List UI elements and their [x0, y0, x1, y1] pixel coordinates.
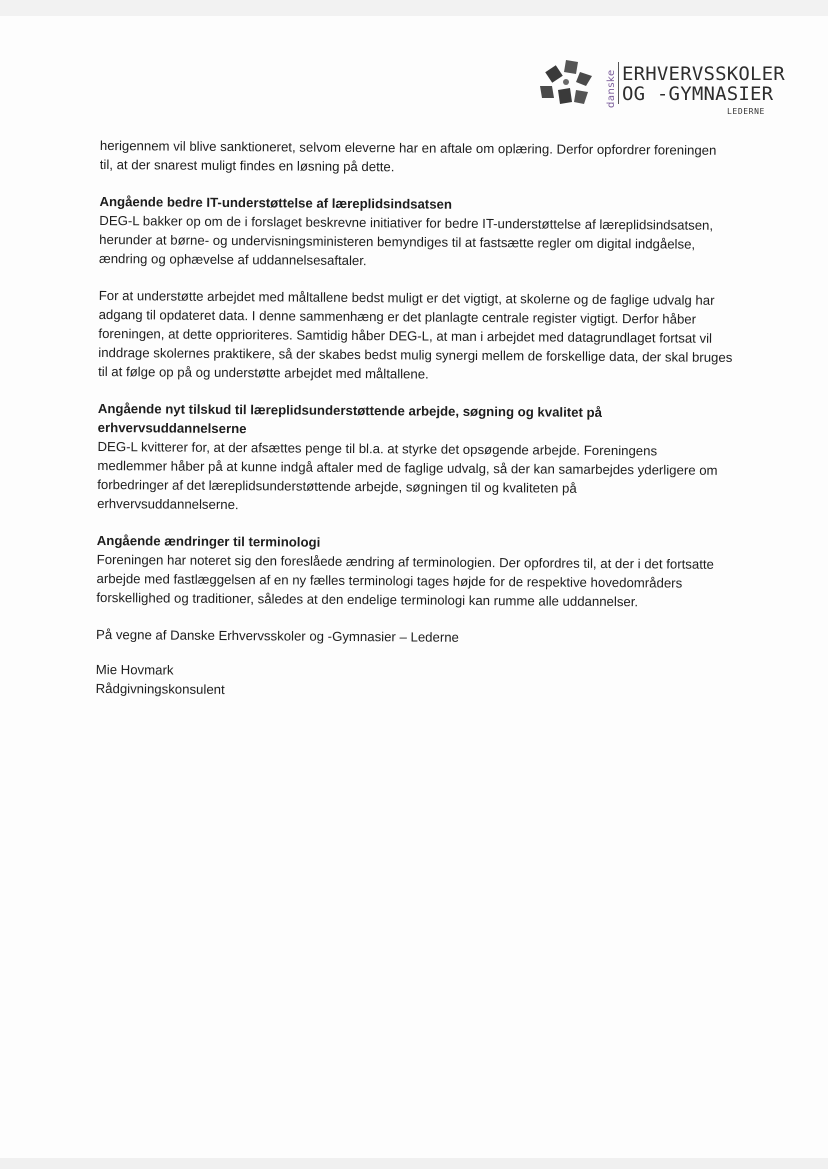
text-line: Foreningen har noteret sig den foreslåede ændring af terminologien. Der opfordres til, at der i det fortsatte [96, 551, 714, 572]
organization-logo [536, 56, 785, 120]
text-line: ændring og ophævelse af uddannelsesaftaler. [98, 250, 367, 269]
logo-subline: LEDERNE [727, 107, 765, 116]
logo-line-1: ERHVERVSSKOLER [622, 63, 785, 85]
signature-block [96, 660, 746, 703]
section-it-support [99, 192, 750, 273]
logo-line-2: OG -GYMNASIER [622, 83, 774, 105]
section-terminology [96, 531, 747, 612]
intro-paragraph [100, 136, 750, 179]
section-heading: Angående nyt tilskud til læreplidsunderstøttende arbejde, søgning og kvalitet på erhvervsuddannelserne [97, 400, 603, 437]
section-heading: Angående ændringer til terminologi [96, 532, 321, 550]
closing-line: På vegne af Danske Erhvervsskoler og -Gymnasier – Lederne [96, 626, 459, 645]
signer-title: Rådgivningskonsulent [95, 680, 225, 697]
text-line: til, at der snarest muligt findes en løsning på dette. [99, 156, 395, 175]
text-line: DEG-L kvitterer for, at der afsættes penge til bl.a. at styrke det opsøgende arbejde. Foreningens [97, 438, 658, 459]
scan-bottom-edge [0, 1158, 828, 1169]
signer-name: Mie Hovmark [95, 661, 174, 678]
logo-mark-icon [536, 56, 596, 112]
text-line: inddrage skolernes praktikere, så der skabes bedst mulig synergi mellem de forskellige data, der skal bruges [98, 344, 733, 365]
text-line: medlemmer håber på at kunne indgå aftaler med de faglige udvalg, så der kan samarbejdes yderligere om [97, 457, 718, 478]
text-line: foreningen, at dette opprioriteres. Samtidig håber DEG-L, at man i arbejdet med datagrundlaget fortsat vil [98, 325, 713, 346]
text-line: erhvervsuddannelserne. [97, 495, 239, 513]
text-line: herunder at børne- og undervisningsministeren bemyndiges til at fastsætte regler om digital indgåelse, [99, 231, 696, 252]
text-line: For at understøtte arbejdet med måltallene bedst muligt er det vigtigt, at skolerne og de faglige udvalg har [98, 287, 715, 308]
text-line: til at følge op på og understøtte arbejdet med måltallene. [98, 363, 429, 382]
letter-body [96, 136, 750, 703]
logo-vertical-word: danske [606, 69, 617, 108]
text-line: arbejde med fastlæggelsen af en ny fælles terminologi tages højde for de respektive hovedområders [96, 570, 683, 591]
text-line: forbedringer af det læreplidsunderstøttende arbejde, søgningen til og kvaliteten på [97, 476, 577, 496]
text-line: forskellighed og traditioner, således at den endelige terminologi kan rumme alle uddannelser. [96, 589, 639, 610]
text-line: DEG-L bakker op om de i forslaget beskrevne initiativer for bedre IT-understøttelse af læreplidsindsatsen, [99, 212, 714, 233]
section-heading: Angående bedre IT-understøttelse af læreplidsindsatsen [99, 193, 453, 212]
text-line: herigennem vil blive sanktioneret, selvom eleverne har en aftale om oplæring. Derfor opfordrer foreningen [99, 137, 717, 158]
section-new-grant [97, 399, 748, 518]
text-line: adgang til opdateret data. I denne sammenhæng er det planlagte centrale register vigtigt. Derfor håber [98, 306, 697, 327]
scan-top-edge [0, 0, 828, 16]
logo-divider [618, 62, 619, 104]
section-targets-data [98, 286, 749, 386]
